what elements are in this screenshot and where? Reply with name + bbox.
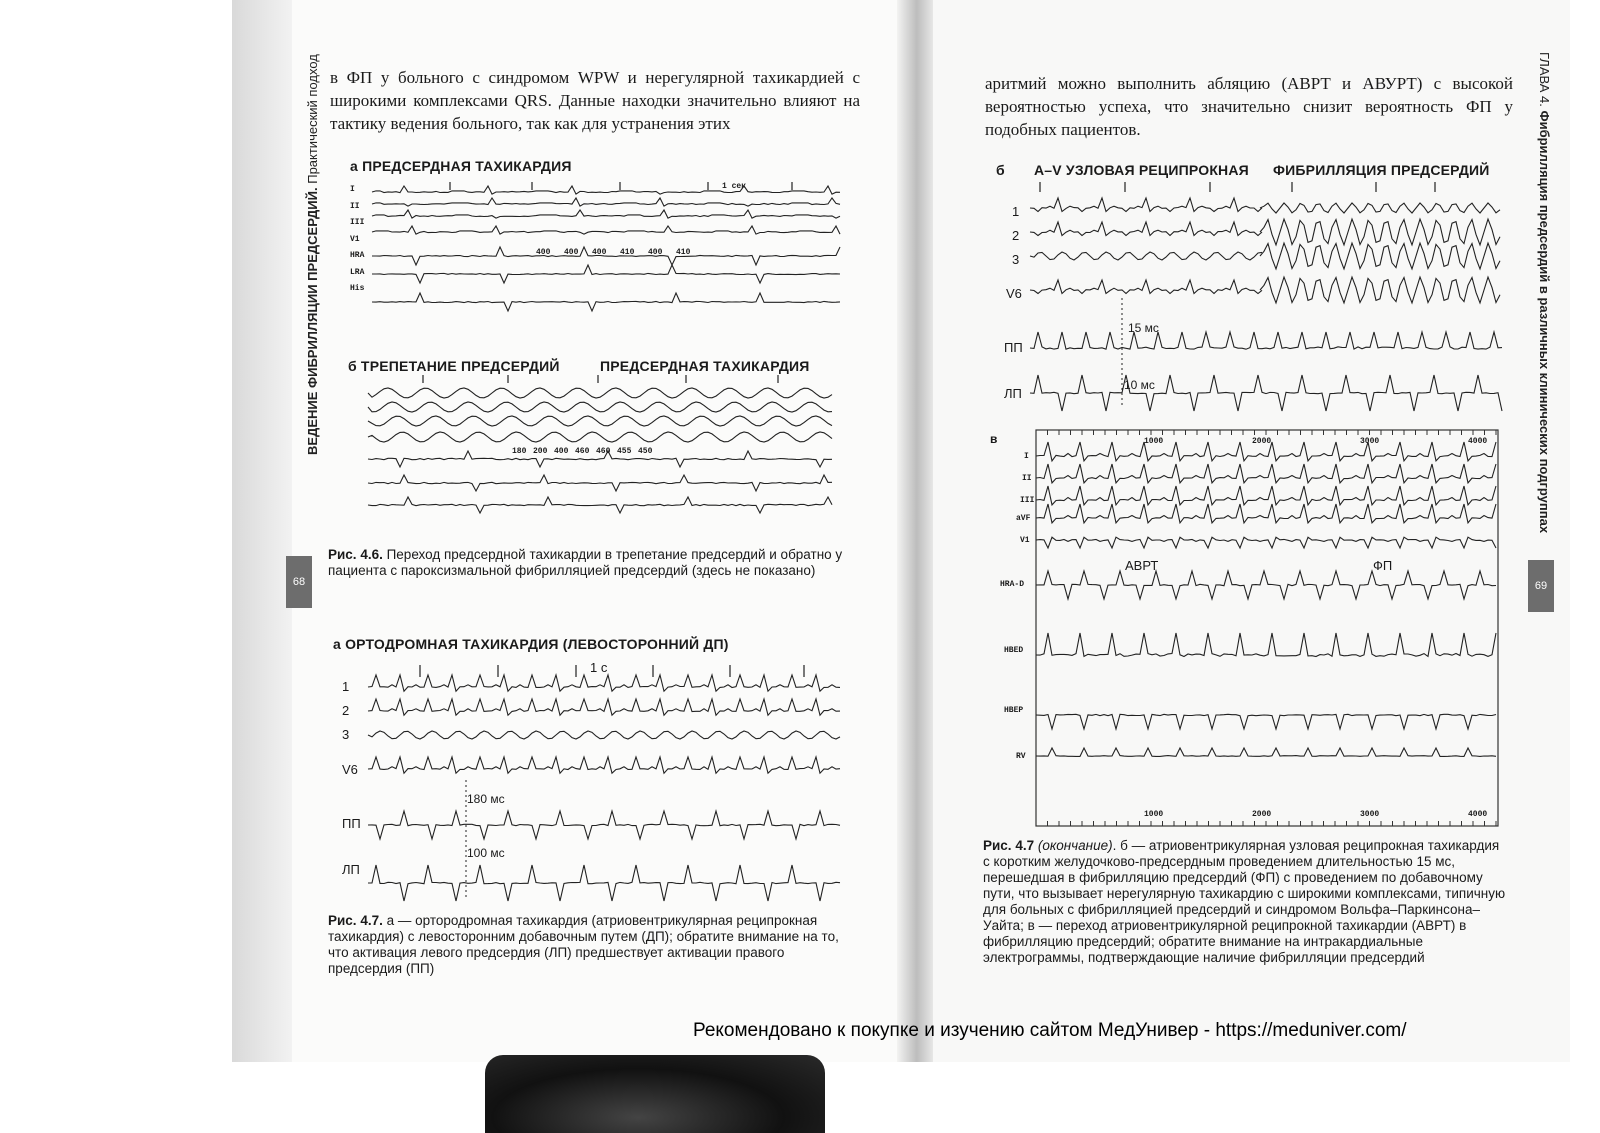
lead-label: ПП <box>1004 340 1023 355</box>
lead-label: ЛП <box>342 862 360 877</box>
ecg-trace <box>372 293 840 311</box>
lead-label: LRA <box>350 267 365 277</box>
ecg-trace <box>1030 198 1262 212</box>
lead-label: HBED <box>1004 646 1024 655</box>
hbep-electrogram <box>1036 714 1496 729</box>
fig46a-time-label: 1 сек <box>722 182 747 191</box>
fig47a-title: а ОРТОДРОМНАЯ ТАХИКАРДИЯ (ЛЕВОСТОРОННИЙ ДП) <box>333 636 729 652</box>
hbed-electrogram <box>1036 633 1496 657</box>
lead-label: ПП <box>342 816 361 831</box>
fig47a-caption: Рис. 4.7. а — ортородромная тахикардия (атриовентрикулярная реципрокная тахикардия) с левосторонним добавочным путем (ДП); обратите внимание на то, что активация левого предсердия (ЛП) предшествует активации правого предсердия (ПП) <box>328 913 839 976</box>
fig47b-interval-15: 15 мс <box>1128 321 1159 335</box>
fig47a-interval-100: 100 мс <box>467 846 505 860</box>
interval-value: 180 <box>512 447 527 456</box>
interval-value: 460 <box>575 447 590 456</box>
ecg-trace <box>372 198 840 206</box>
footer-recommendation: Рекомендовано к покупке и изучению сайтом МедУнивер - https://meduniver.com/ <box>693 1020 1407 1041</box>
scale-label: 4000 <box>1468 810 1488 819</box>
lead-label: HRA-D <box>1000 580 1025 589</box>
ecg-trace <box>1036 537 1496 548</box>
lead-label: V1 <box>350 234 360 244</box>
fig46-caption: Рис. 4.6. Переход предсердной тахикардии в трепетание предсердий и обратно у пациента с пароксизмальной фибрилляцией предсердий (здесь не показано) <box>328 547 843 578</box>
left-paragraph: в ФП у больного с синдромом WPW и нерегулярной тахикардией с широкими комплексами QRS. Данные находки значительно влияют на тактику ведения больного, так как для устранения этих <box>330 68 860 133</box>
ecg-trace <box>1030 252 1262 260</box>
lead-label: V6 <box>342 762 358 777</box>
ecg-trace <box>1030 222 1262 236</box>
af-segment <box>1260 277 1500 303</box>
ecg-trace <box>368 675 840 691</box>
interval-value: 450 <box>638 447 653 456</box>
lead-label: I <box>1024 452 1029 461</box>
fig47b-letter: б <box>996 162 1005 178</box>
lead-label: III <box>350 218 365 227</box>
fig47b-title-af: ФИБРИЛЛЯЦИЯ ПРЕДСЕРДИЙ <box>1273 162 1490 178</box>
fig47a-interval-180: 180 мс <box>467 792 505 806</box>
rv-electrogram <box>1036 748 1496 756</box>
fig47b-title-avnrt: A–V УЗЛОВАЯ РЕЦИПРОКНАЯ <box>1034 162 1249 178</box>
fig47c-letter: в <box>990 432 998 446</box>
fig47c-label-af: ФП <box>1373 558 1393 573</box>
fig47c-ecg <box>1036 430 1499 828</box>
af-trace <box>1260 243 1500 269</box>
ecg-trace <box>368 388 832 398</box>
left-page-edge <box>232 0 292 1062</box>
scale-label: 3000 <box>1360 437 1380 446</box>
hra-electrogram <box>1036 571 1496 599</box>
lead-label: II <box>350 201 360 211</box>
interval-value: 460 <box>596 447 611 456</box>
ecg-trace <box>368 402 832 412</box>
lead-label: 1 <box>1012 204 1020 219</box>
interval-value: 455 <box>617 447 632 456</box>
lead-label: 2 <box>342 703 350 718</box>
interval-value: 400 <box>564 248 579 257</box>
ra-electrogram <box>1030 332 1502 349</box>
scale-label: 2000 <box>1252 810 1272 819</box>
af-segment <box>1260 203 1500 213</box>
ecg-trace <box>368 432 832 442</box>
scale-label: 2000 <box>1252 437 1272 446</box>
scale-label: 1000 <box>1144 810 1164 819</box>
ecg-trace <box>1036 464 1496 483</box>
af-trace <box>1260 277 1500 303</box>
ecg-trace <box>372 226 840 234</box>
fig46b-title-flutter: б ТРЕПЕТАНИЕ ПРЕДСЕРДИЙ <box>348 358 560 374</box>
ecg-trace <box>372 210 840 218</box>
fig47a-time: 1 с <box>590 660 608 675</box>
fig47c-frame <box>1036 430 1498 826</box>
ecg-trace <box>368 757 840 773</box>
lead-label: I <box>350 185 355 194</box>
lead-label: 2 <box>1012 228 1020 243</box>
ra-electrogram <box>368 811 840 839</box>
lead-label: III <box>1020 496 1035 505</box>
ecg-trace <box>368 497 832 513</box>
left-page-number: 68 <box>286 556 312 608</box>
scale-label: 1000 <box>1144 437 1164 446</box>
ecg-trace <box>368 416 832 426</box>
lead-label: II <box>1022 474 1032 483</box>
la-electrogram <box>1030 375 1502 411</box>
la-electrogram <box>368 865 840 901</box>
af-segment <box>1260 243 1500 269</box>
lead-label: His <box>350 284 365 293</box>
interval-value: 400 <box>536 248 551 257</box>
lead-label: 3 <box>342 727 350 742</box>
right-paragraph: аритмий можно выполнить абляцию (АВРТ и АВУРТ) с высокой вероятностью успеха, что значительно снизит вероятность ФП у подобных пациентов. <box>985 74 1513 139</box>
lead-label: RV <box>1016 752 1026 761</box>
fig47b-ecg <box>1030 180 1505 420</box>
ecg-trace <box>372 186 840 194</box>
fig46b-title-tachy: ПРЕДСЕРДНАЯ ТАХИКАРДИЯ <box>600 358 810 374</box>
fig47a-ecg <box>368 665 843 910</box>
interval-value: 400 <box>648 248 663 257</box>
lead-label: V6 <box>1006 286 1022 301</box>
lead-label: 3 <box>1012 252 1020 267</box>
photo-object-bottom <box>485 1055 825 1133</box>
lead-label: HRA <box>350 251 365 260</box>
ecg-trace <box>368 475 832 491</box>
fig47-end-caption: Рис. 4.7 (окончание). б — атриовентрикулярная узловая реципрокная тахикардия с коротким желудочково-предсердным проведением длительностью 15 мс, перешедшая в фибрилляцию предсердий (ФП) с проведением по добавочному пути, что вызывает нерегулярную тахикардию с широкими комплексами, типичную для больных с фибрилляцией предсердий и синдромом Вольфа–Паркинсона–Уайта; в — переход атриовентрикулярной реципрокной тахикардии (АВРТ) в фибрилляцию предсердий; обратите внимание на интракардиальные электрограммы, подтверждающие наличие фибрилляции предсердий <box>983 838 1506 965</box>
fig47c-label-avrt: АВРТ <box>1125 558 1159 573</box>
lead-label: ЛП <box>1004 386 1022 401</box>
ecg-trace <box>368 699 840 715</box>
scale-label: 4000 <box>1468 437 1488 446</box>
lead-label: V1 <box>1020 536 1030 545</box>
fig46a-ecg <box>372 180 842 340</box>
lead-label: HBEP <box>1004 706 1024 715</box>
left-running-title: ВЕДЕНИЕ ФИБРИЛЛЯЦИИ ПРЕДСЕРДИЙ. Практический подход <box>305 54 320 455</box>
lead-label: 1 <box>342 679 350 694</box>
interval-value: 410 <box>620 248 635 257</box>
interval-value: 410 <box>676 248 691 257</box>
right-page-number: 69 <box>1528 560 1554 612</box>
fig46a-title: а ПРЕДСЕРДНАЯ ТАХИКАРДИЯ <box>350 158 572 174</box>
right-running-title: ГЛАВА 4. Фибрилляция предсердий в различных клинических подгруппах <box>1537 52 1552 534</box>
ecg-trace <box>1030 280 1262 294</box>
af-trace <box>1260 203 1500 213</box>
ecg-trace <box>372 265 840 283</box>
ecg-trace <box>1036 504 1496 523</box>
ecg-trace <box>368 731 840 739</box>
lead-label: aVF <box>1016 514 1031 523</box>
af-segment <box>1260 219 1500 245</box>
fig47b-interval-10: 10 мс <box>1124 378 1155 392</box>
book-gutter <box>897 0 933 1062</box>
interval-value: 400 <box>554 447 569 456</box>
interval-value: 200 <box>533 447 548 456</box>
scale-label: 3000 <box>1360 810 1380 819</box>
ecg-trace <box>1036 486 1496 505</box>
interval-value: 400 <box>592 248 607 257</box>
af-trace <box>1260 219 1500 245</box>
